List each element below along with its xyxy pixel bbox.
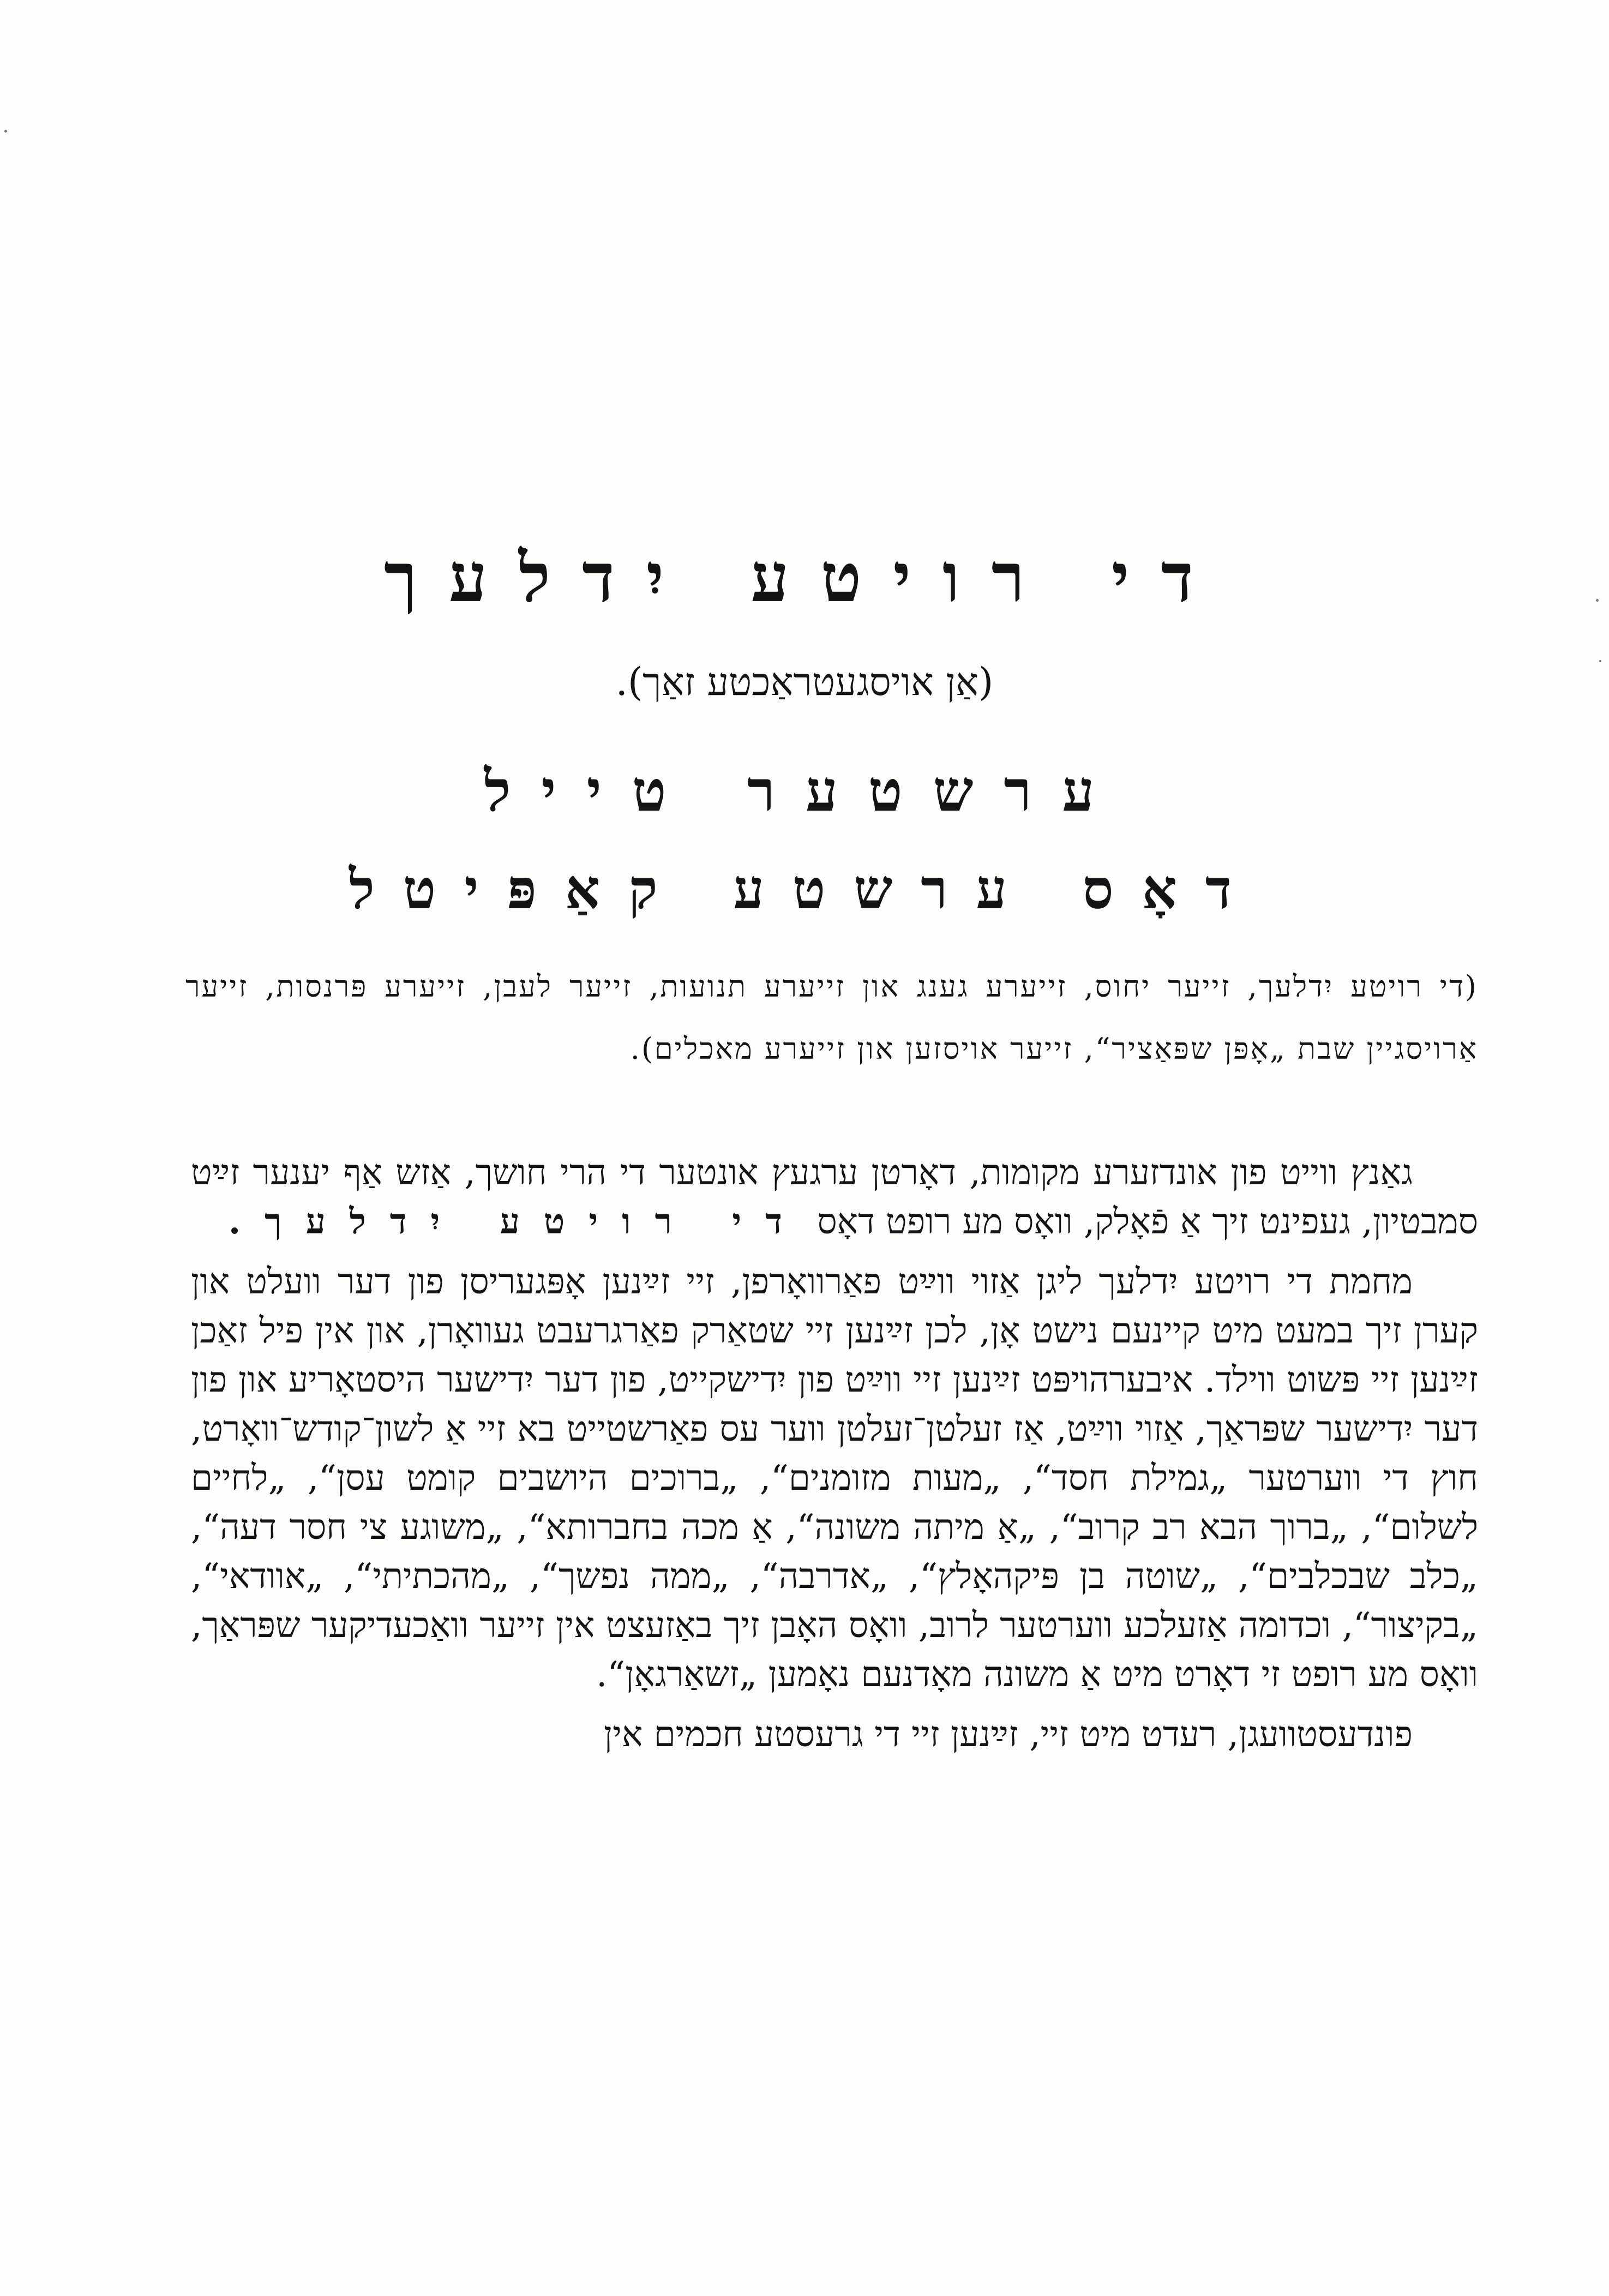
paragraph: מחמת די רויטע יִדלעך ליגן אַזוי ווײַט פאַרוואָרפן, זיי זײַנען אָפּגעריסן פון דער וועלט און קערן זיך במעט מיט קיינעם נישט אָן, לכן זײַנען זיי שטאַרק פאַרגרעבט געוואָרן, און אין פיל זאַכן זײַנען זיי פּשוט ווילד. איבערהויפּט זײַנען זיי ווײַט פון יִדישקייט, פון דער יִדישער היסטאָריע און פון דער יִדישער שפּראַך, אַזוי ווײַט, אַז זעלטן־זעלטן ווער עס פאַרשטייט בא זיי אַ לשון־קודש־וואָרט, חוץ די ווערטער „גמילת חסד“, „מעות מזומנים“, „ברוכים היושבים קומט עסן“, „לחיים לשלום“, „ברוך הבא רב קרוב“, „אַ מיתה משונה“, אַ מכה בחברותא“, „משוגע צי חסר דעה“, „כלב שבכלבים“, „שוטה בן פּיקהאָלץ“, „אדרבה“, „ממה נפשך“, „מהכתיתי“, „אוודאי“, „בקיצור“, וכדומה אַזעלכע ווערטער לרוב, וואָס האָבן זיך באַזעצט אין זייער וואַכעדיקער שפּראַך, וואָס מע רופט זי דאָרט מיט אַ משונה מאָדנעם נאָמען „זשאַרגאָן“. bbox=[191, 1262, 1479, 1695]
chapter-synopsis: (די רויטע יִדלעך, זייער יחוס, זייערע גענג און זייערע תנועות, זייער לעבן, זייערע פּרנסות, זייער אַרויסגיין שבת „אָפּן שפּאַציר“, זייער אויסזען און זייערע מאכלים). bbox=[185, 969, 1478, 1066]
paragraph bbox=[191, 1148, 1478, 1246]
emphasized-name: די רויטע יִדלעך. bbox=[228, 1201, 806, 1242]
paragraph-text: גאַנץ ווייט פון אונדזערע מקומות, דאָרטן ערגעץ אונטער די הרי חושך, אַזש אַף יענער זײַט סמבטיון, געפינט זיך אַ פֿאָלק, וואָס מע רופט דאָס bbox=[191, 1153, 1478, 1242]
paragraph: פונדעסטוועגן, רעדט מיט זיי, זײַנען זיי די גרעסטע חכמים אין bbox=[603, 1714, 1413, 1755]
chapter-heading: דאָס ערשטע קאַפּיטל bbox=[349, 857, 1260, 921]
part-heading: ערשטער טייל bbox=[484, 757, 1125, 824]
document-subtitle: (אַן אויסגעטראַכטע זאַך). bbox=[615, 660, 994, 704]
body-text bbox=[191, 1148, 1478, 1770]
document-title: די רויטע יִדלעך bbox=[384, 538, 1225, 618]
scan-speck bbox=[4, 130, 7, 133]
